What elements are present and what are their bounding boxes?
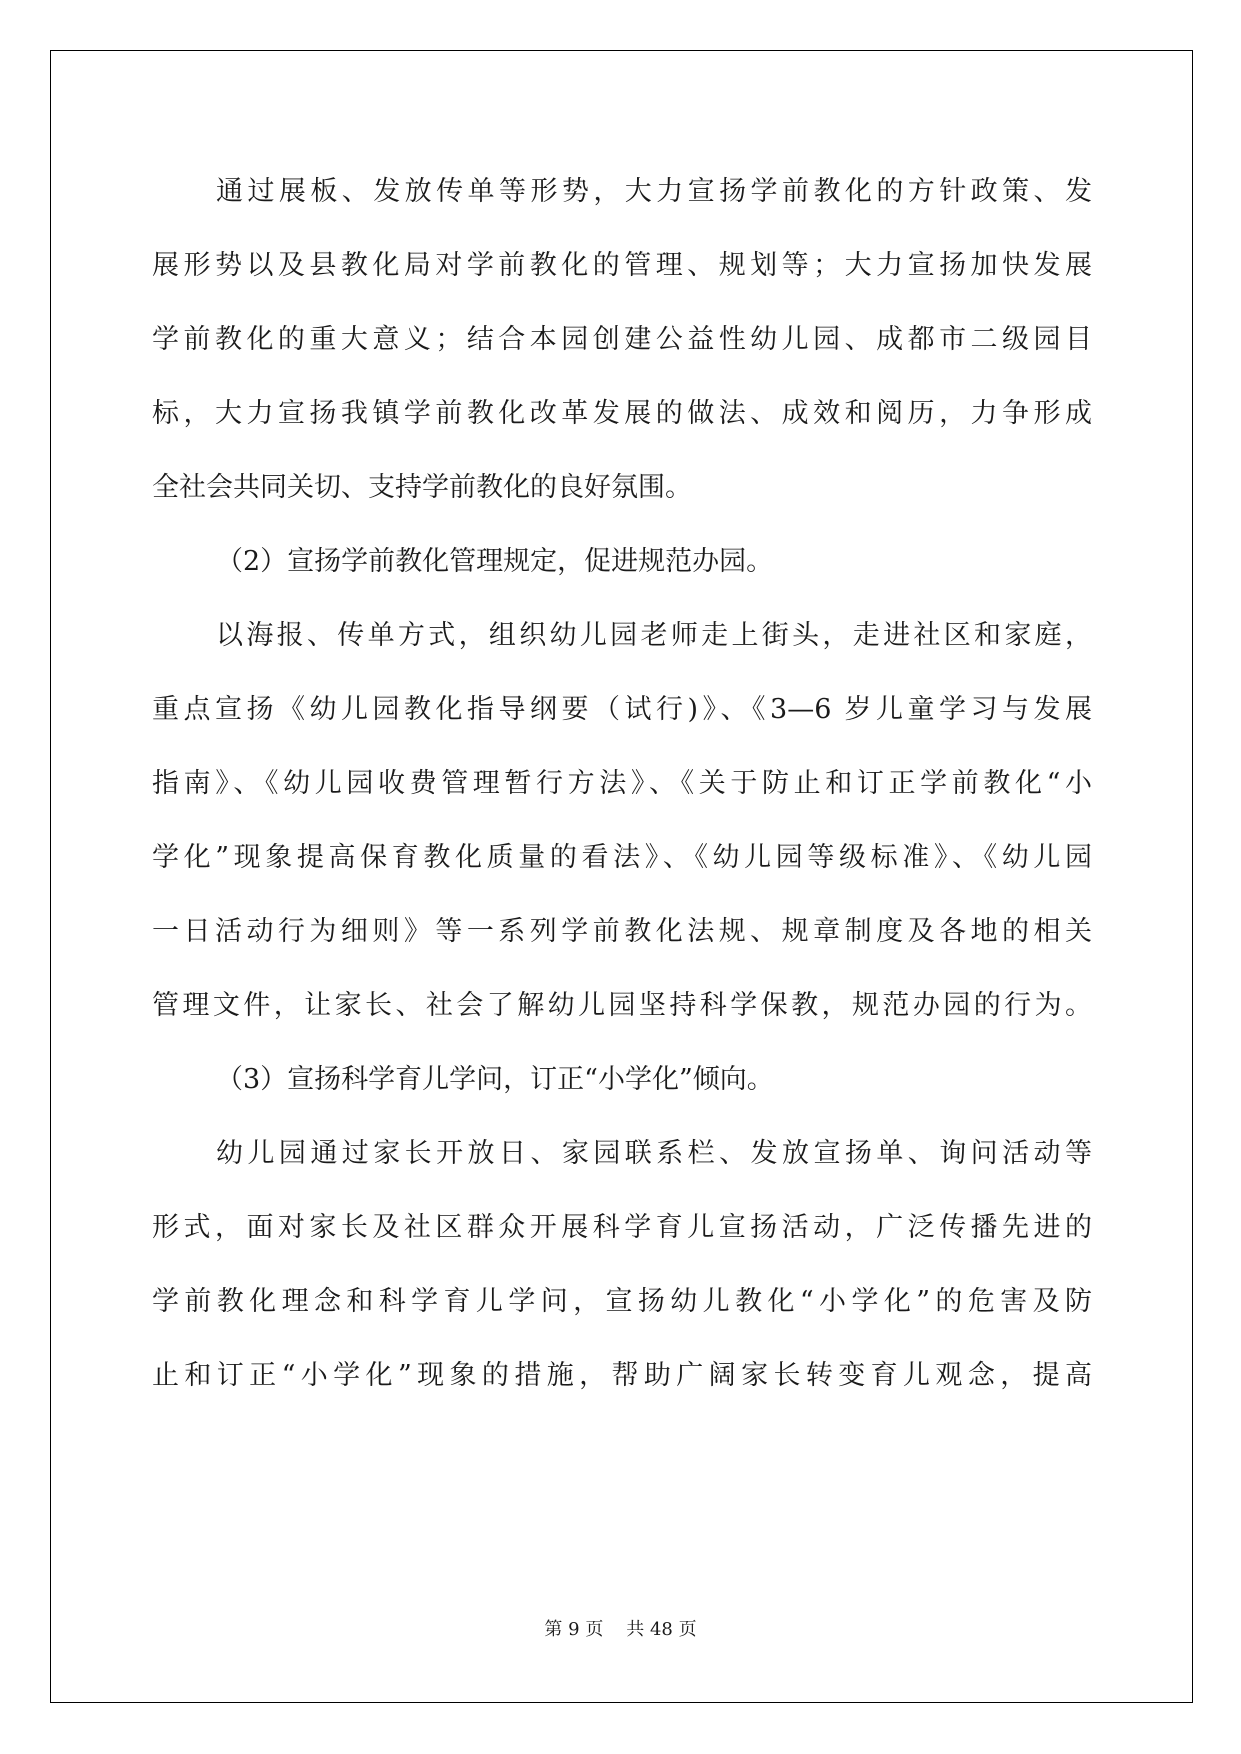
paragraph-3-line-1: 幼儿园通过家长开放日、家园联系栏、发放宣扬单、询问活动等: [216, 1138, 1092, 1169]
paragraph-3-line-3: 学前教化理念和科学育儿学问，宣扬幼儿教化“小学化”的危害及防: [152, 1286, 1092, 1317]
section-heading-2: （2）宣扬学前教化管理规定，促进规范办园。: [216, 546, 774, 577]
paragraph-2-line-5: 一日活动行为细则》等一系列学前教化法规、规章制度及各地的相关: [152, 916, 1092, 947]
paragraph-1-line-2: 展形势以及县教化局对学前教化的管理、规划等；大力宣扬加快发展: [152, 250, 1092, 281]
page-footer: [0, 1615, 1241, 1641]
paragraph-1-line-3: 学前教化的重大意义；结合本园创建公益性幼儿园、成都市二级园目: [152, 324, 1092, 355]
paragraph-2-line-4: 学化”现象提高保育教化质量的看法》、《幼儿园等级标准》、《幼儿园: [152, 842, 1092, 873]
paragraph-2-line-3: 指南》、《幼儿园收费管理暂行方法》、《关于防止和订正学前教化“小: [152, 768, 1092, 799]
page-total: 共 48 页: [626, 1619, 697, 1640]
paragraph-2-line-1: 以海报、传单方式，组织幼儿园老师走上街头，走进社区和家庭，: [216, 620, 1092, 651]
paragraph-3-line-2: 形式，面对家长及社区群众开展科学育儿宣扬活动，广泛传播先进的: [152, 1212, 1092, 1243]
paragraph-1-line-4: 标，大力宣扬我镇学前教化改革发展的做法、成效和阅历，力争形成: [152, 398, 1092, 429]
paragraph-2-line-6: 管理文件，让家长、社会了解幼儿园坚持科学保教，规范办园的行为。: [152, 990, 1092, 1021]
paragraph-3-line-4: 止和订正“小学化”现象的措施，帮助广阔家长转变育儿观念，提高: [152, 1360, 1092, 1391]
page-number: 第 9 页: [544, 1619, 604, 1640]
paragraph-1-line-1: 通过展板、发放传单等形势，大力宣扬学前教化的方针政策、发: [216, 176, 1092, 207]
paragraph-2-line-2: 重点宣扬《幼儿园教化指导纲要（试行)》、《3—6 岁儿童学习与发展: [152, 694, 1092, 725]
paragraph-1-line-5: 全社会共同关切、支持学前教化的良好氛围。: [152, 472, 692, 503]
section-heading-3: （3）宣扬科学育儿学问，订正“小学化”倾向。: [216, 1064, 774, 1095]
